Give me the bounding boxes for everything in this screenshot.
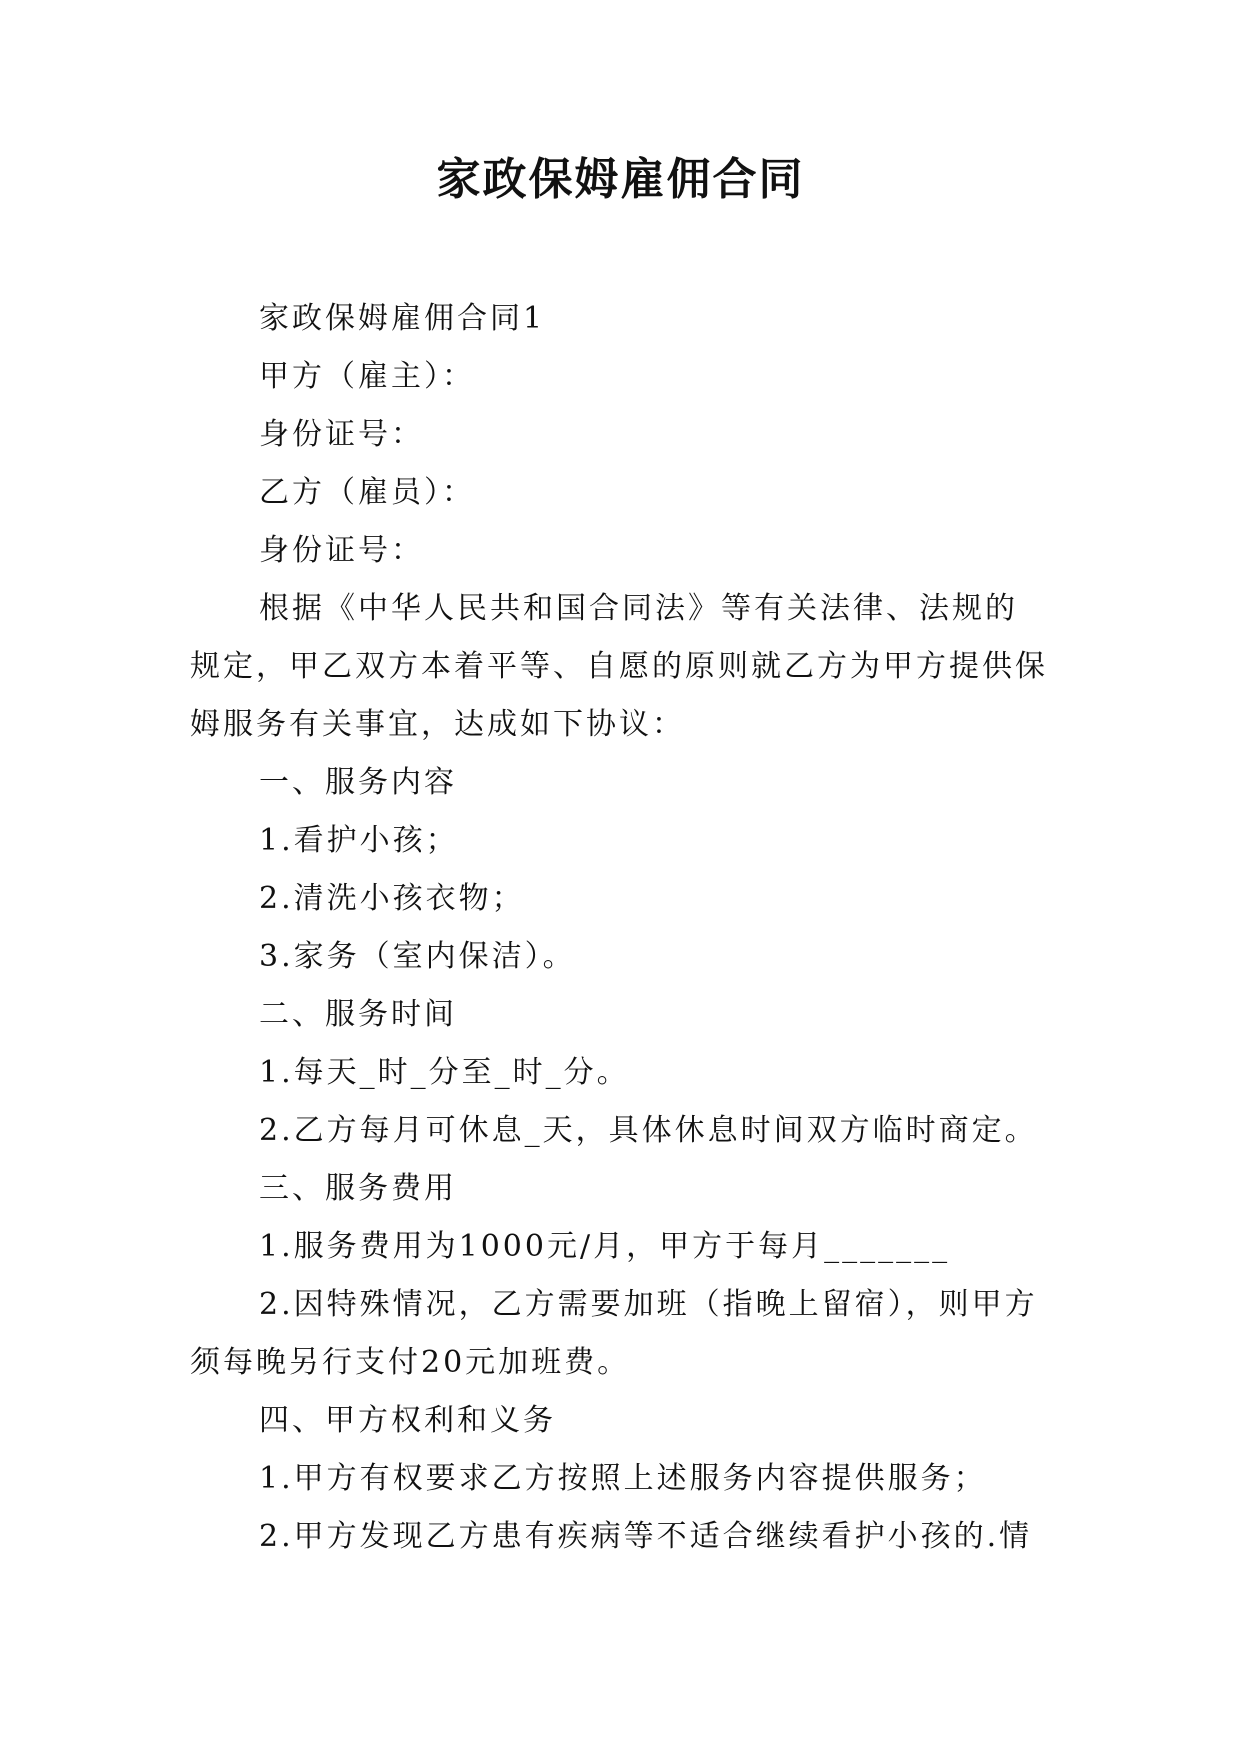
list-item: 2.清洗小孩衣物； (259, 881, 525, 916)
list-item: 2.甲方发现乙方患有疾病等不适合继续看护小孩的.情 (259, 1519, 1033, 1554)
list-item: 1.看护小孩； (259, 823, 459, 858)
section-heading-party-a-rights: 四、甲方权利和义务 (259, 1403, 556, 1438)
paragraph-heading-1: 家政保姆雇佣合同1 (259, 301, 546, 336)
list-item: 2.因特殊情况，乙方需要加班（指晚上留宿），则甲方须每晚另行支付20元加班费。 (190, 1287, 1038, 1380)
paragraph-party-b: 乙方（雇员）： (259, 475, 475, 510)
list-item: 1.甲方有权要求乙方按照上述服务内容提供服务； (259, 1461, 987, 1496)
paragraph-party-a: 甲方（雇主）： (259, 359, 475, 394)
paragraph-party-a-id: 身份证号： (259, 417, 424, 452)
list-item: 1.服务费用为1000元/月，甲方于每月_______ (259, 1229, 951, 1264)
section-heading-service-time: 二、服务时间 (259, 997, 457, 1032)
document-title: 家政保姆雇佣合同 (436, 154, 805, 205)
paragraph-preamble: 根据《中华人民共和国合同法》等有关法律、法规的规定，甲乙双方本着平等、自愿的原则就乙方为甲方提供保姆服务有关事宜，达成如下协议： (190, 591, 1048, 742)
section-heading-service-fee: 三、服务费用 (259, 1171, 457, 1206)
list-item: 2.乙方每月可休息_天，具体休息时间双方临时商定。 (259, 1113, 1038, 1148)
list-item: 3.家务（室内保洁）。 (259, 939, 576, 974)
paragraph-party-b-id: 身份证号： (259, 533, 424, 568)
list-item: 1.每天_时_分至_时_分。 (259, 1055, 630, 1090)
section-heading-service-content: 一、服务内容 (259, 765, 457, 800)
document-body (190, 290, 1050, 1566)
